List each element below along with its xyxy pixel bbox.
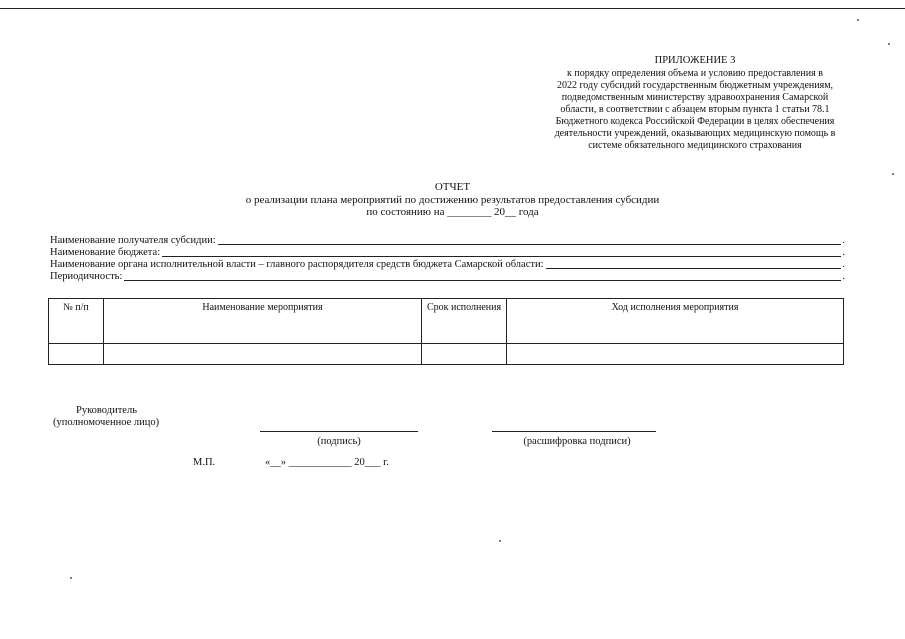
appendix-line: деятельности учреждений, оказывающих медицинскую помощь в bbox=[554, 128, 836, 139]
table-cell[interactable] bbox=[422, 344, 507, 365]
table-cell[interactable] bbox=[507, 344, 844, 365]
column-header-deadline: Срок исполнения bbox=[422, 299, 507, 344]
signature-date-line[interactable]: «__» ____________ 20___ г. bbox=[265, 457, 389, 468]
table-cell[interactable] bbox=[104, 344, 422, 365]
signature-decoding-line[interactable] bbox=[492, 431, 656, 432]
signer-role-line2: (уполномоченное лицо) bbox=[53, 417, 160, 428]
appendix-block bbox=[535, 55, 855, 152]
signature-line[interactable] bbox=[260, 431, 418, 432]
appendix-line: Бюджетного кодекса Российской Федерации в целях обеспечения bbox=[555, 116, 835, 127]
table-cell[interactable] bbox=[49, 344, 104, 365]
field-label: Наименование органа исполнительной власти – главного распорядителя средств бюджета Самарской области: bbox=[50, 259, 544, 270]
field-end: . bbox=[842, 259, 845, 270]
column-header-progress: Ход исполнения мероприятия bbox=[507, 299, 844, 344]
field-recipient-name[interactable] bbox=[50, 235, 845, 247]
signature-decoding-caption: (расшифровка подписи) bbox=[523, 436, 631, 447]
field-label: Периодичность: bbox=[50, 271, 123, 282]
report-date-line: по состоянию на ________ 20__ года bbox=[366, 206, 539, 218]
report-title: ОТЧЕТ bbox=[434, 181, 471, 193]
column-header-number: № п/п bbox=[49, 299, 104, 344]
appendix-line: к порядку определения объема и условию предоставления в bbox=[567, 68, 823, 79]
field-budget-name[interactable] bbox=[50, 247, 845, 259]
stamp-label: М.П. bbox=[193, 457, 216, 468]
scan-speck bbox=[857, 19, 859, 21]
field-underline bbox=[124, 280, 841, 281]
column-header-activity: Наименование мероприятия bbox=[104, 299, 422, 344]
scan-speck bbox=[888, 43, 890, 45]
scan-speck bbox=[892, 173, 894, 175]
scan-speck bbox=[499, 540, 501, 542]
field-end: . bbox=[842, 235, 845, 246]
field-authority-name[interactable] bbox=[50, 259, 845, 271]
appendix-heading: ПРИЛОЖЕНИЕ 3 bbox=[654, 55, 736, 66]
field-end: . bbox=[842, 247, 845, 258]
table-row bbox=[49, 344, 844, 365]
field-underline bbox=[546, 268, 842, 269]
signature-caption: (подпись) bbox=[317, 436, 361, 447]
appendix-line: области, в соответствии с абзацем вторым пункта 1 статьи 78.1 bbox=[560, 104, 830, 115]
appendix-line: системе обязательного медицинского страхования bbox=[588, 140, 802, 151]
appendix-line: 2022 году субсидий государственным бюджетным учреждениям, bbox=[556, 80, 834, 91]
field-label: Наименование бюджета: bbox=[50, 247, 161, 258]
field-periodicity[interactable] bbox=[50, 271, 845, 283]
report-subtitle: о реализации плана мероприятий по достижению результатов предоставления субсидии bbox=[245, 194, 660, 206]
signer-role-line1: Руководитель bbox=[76, 405, 137, 416]
field-end: . bbox=[842, 271, 845, 282]
activities-table bbox=[48, 298, 844, 365]
top-border-line bbox=[0, 8, 905, 9]
field-underline bbox=[162, 256, 841, 257]
table-header-row bbox=[49, 299, 844, 344]
appendix-line: подведомственным министерству здравоохранения Самарской bbox=[561, 92, 829, 103]
field-label: Наименование получателя субсидии: bbox=[50, 235, 216, 246]
scan-speck bbox=[70, 577, 72, 579]
field-underline bbox=[218, 244, 842, 245]
